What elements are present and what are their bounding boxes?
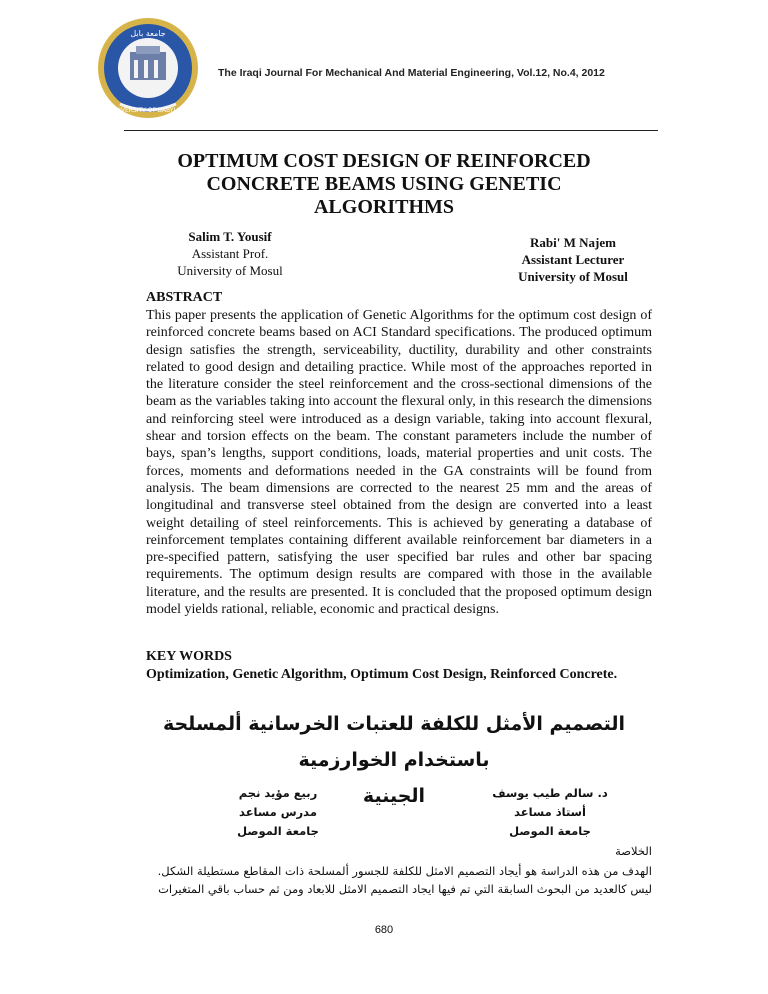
paper-title: OPTIMUM COST DESIGN OF REINFORCED CONCRETE BEAMS USING GENETIC ALGORITHMS [177, 150, 591, 218]
author-affiliation: University of Mosul [518, 269, 628, 284]
arabic-title-line-1: التصميم الأمثل للكلفة للعتبات الخرسانية ألمسلحة باستخدام الخوارزمية [162, 713, 626, 771]
university-logo [96, 16, 200, 120]
author-name: Salim T. Yousif [188, 229, 272, 244]
author-position: Assistant Prof. [191, 246, 269, 261]
arabic-title-line-2: الجينية [362, 785, 426, 807]
arabic-author-name: د. سالم طيب يوسف [492, 786, 608, 800]
author-block-1 [160, 228, 300, 279]
keywords-heading: KEY WORDS [146, 649, 232, 664]
author-block-2 [498, 234, 648, 285]
arabic-abstract-heading: الخلاصة [615, 844, 652, 858]
page-number: 680 [374, 924, 394, 936]
svg-text:UNIVERSITY OF BABYLON: UNIVERSITY OF BABYLON [110, 107, 186, 114]
arabic-abstract-body [128, 862, 652, 898]
svg-text:جامعة بابل: جامعة بابل [130, 29, 166, 38]
abstract-heading: ABSTRACT [146, 290, 223, 305]
arabic-author-position: مدرس مساعد [239, 805, 317, 819]
author-position: Assistant Lecturer [521, 252, 625, 267]
header-rule [124, 130, 658, 131]
arabic-abstract-line-2: ليس كالعديد من البحوث السابقة التي تم فيها ايجاد التصميم الامثل للابعاد ومن ثم حساب باقي المتغيرات [158, 882, 652, 896]
arabic-author-position: أستاذ مساعد [514, 805, 586, 819]
arabic-author-name: ربيع مؤيد نجم [238, 786, 318, 800]
arabic-author-block-2 [218, 784, 338, 841]
journal-header: The Iraqi Journal For Mechanical And Material Engineering, Vol.12, No.4, 2012 [218, 67, 605, 79]
arabic-author-block-1 [480, 784, 620, 841]
arabic-abstract-line-1: الهدف من هذه الدراسة هو أيجاد التصميم الامثل للكلفة للجسور ألمسلحة ذات المقاطع مستطيلة الشكل. [157, 864, 652, 878]
author-name: Rabi' M Najem [530, 235, 616, 250]
arabic-author-affiliation: جامعة الموصل [237, 824, 319, 838]
keywords-body: Optimization, Genetic Algorithm, Optimum Cost Design, Reinforced Concrete. [146, 667, 618, 682]
author-affiliation: University of Mosul [177, 263, 283, 278]
arabic-author-affiliation: جامعة الموصل [509, 824, 591, 838]
abstract-body: This paper presents the application of Genetic Algorithms for the optimum cost design of reinforced concrete beams based on ACI Standard specifications. The produced optimum design satisfies the strength, serviceability, ductility, durability and other constraints related to good design and detailing practice. While most of the approaches reported in the literature consider the steel reinforcement and the cross-sectional dimensions of the beam as the variables taking into account the flexural only, in this research the dimensions and reinforcing steel were introduced as a design variable, taking into account flexural, shear and torsion effects on the beam. The constant parameters include the number of bays, span’s lengths, support conditions, loads, material properties and unit costs. The forces, moments and deformations needed in the GA constraints will be found from analysis. The beam dimensions are corrected to the nearest 25 mm and the areas of longitudinal and transverse steel obtained from the design are converted into a least weight detailing of steel reinforcements. This is achieved by generating a database of reinforcement templates containing different available reinforcement bar diameters in a pre-specified pattern, satisfying the user specified bar rules and other bar spacing requirements. The optimum design results are compared with those in the available literature, and the results are presented. It is concluded that the proposed optimum design model yields rational, reliable, economic and practical designs. [146, 308, 652, 618]
